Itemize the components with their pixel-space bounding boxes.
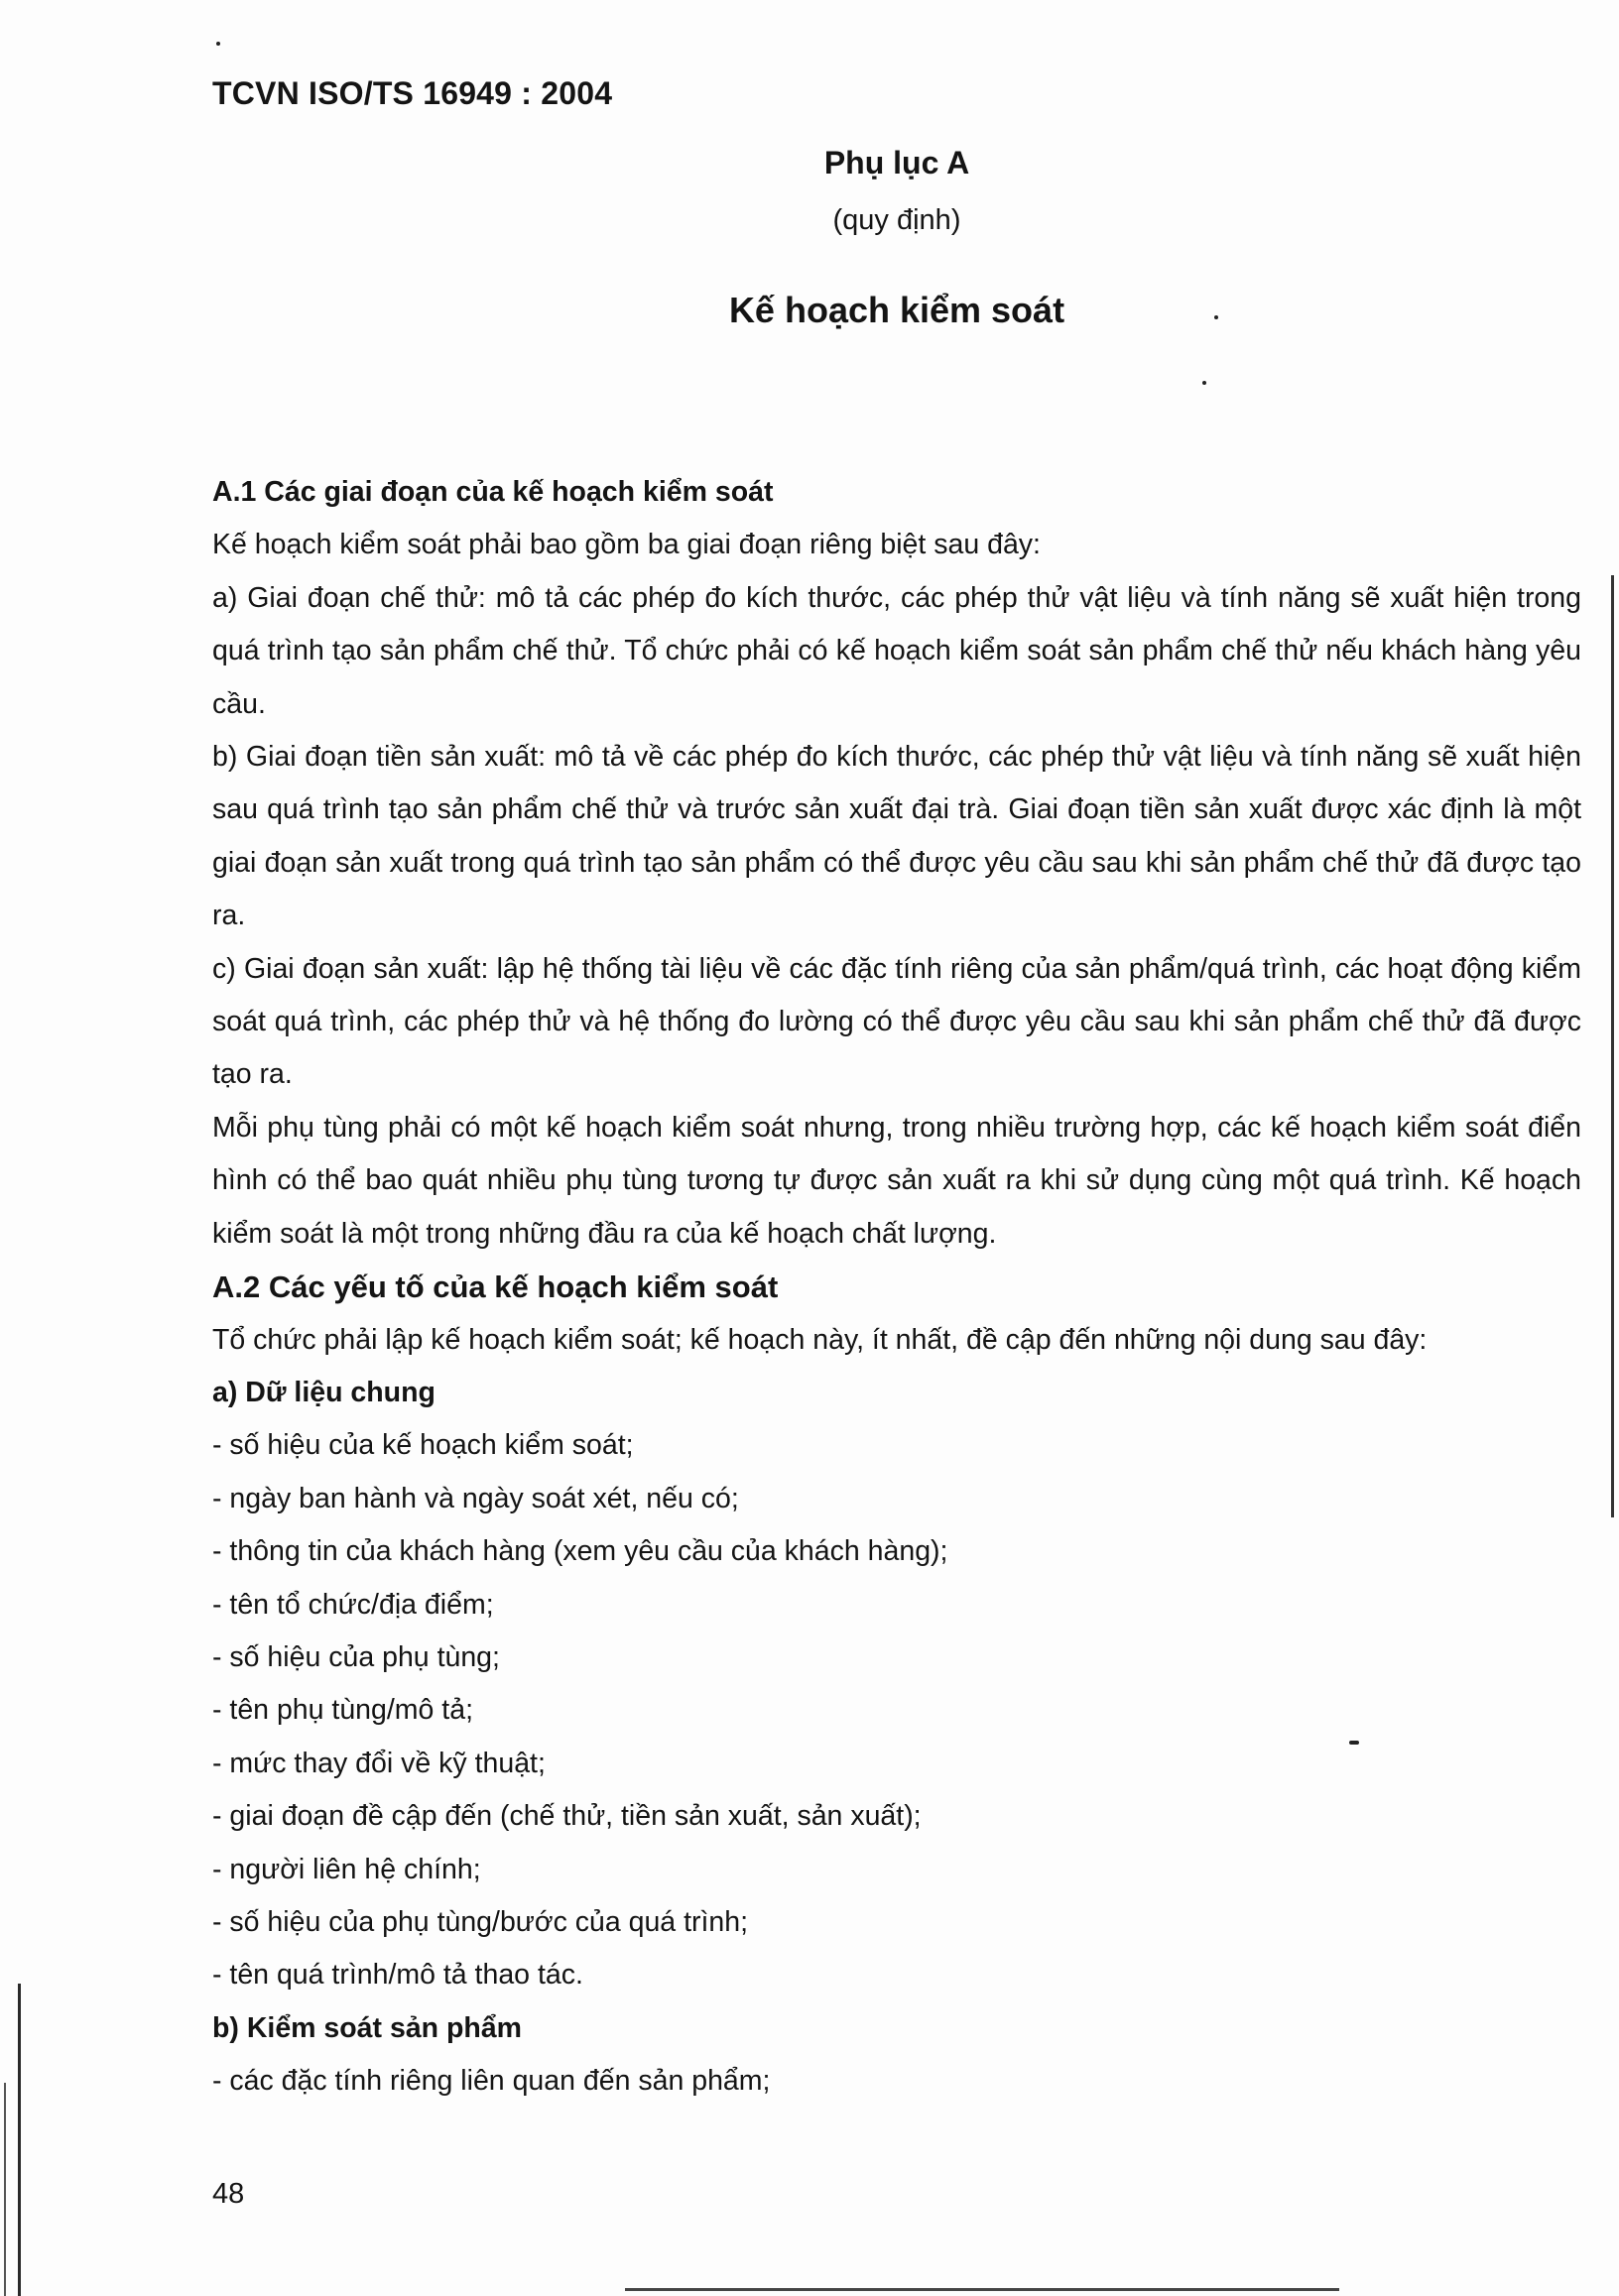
list-item: - tên quá trình/mô tả thao tác.	[212, 1959, 583, 1992]
list-item: - mức thay đổi về kỹ thuật;	[212, 1747, 546, 1779]
section-a1-paragraph-b: b) Giai đoạn tiền sản xuất: mô tả về các phép đo kích thước, các phép thử vật liệu và tính năng sẽ xuất hiện sau quá trình tạo sản phẩm chế thử và trước sản xuất đại trà. Giai đoạn tiền sản xuất được xác định là một giai đoạn sản xuất trong quá trình tạo sản phẩm có thể được yêu cầu sau khi sản phẩm chế thử đã được tạo ra.	[212, 741, 1581, 932]
list-item: - tên phụ tùng/mô tả;	[212, 1694, 473, 1727]
section-a2-heading: A.2 Các yếu tố của kế hoạch kiểm soát	[212, 1269, 779, 1305]
list-item: - số hiệu của phụ tùng/bước của quá trình;	[212, 1905, 749, 1938]
scan-edge-right	[1611, 575, 1614, 1517]
document-body	[212, 466, 1581, 2109]
scan-edge-left-secondary	[4, 2083, 6, 2296]
scan-edge-left	[18, 1984, 21, 2296]
section-a2-intro: Tổ chức phải lập kế hoạch kiểm soát; kế hoạch này, ít nhất, đề cập đến những nội dung sau đây:	[212, 1323, 1428, 1356]
standard-code: TCVN ISO/TS 16949 : 2004	[212, 75, 613, 111]
section-a1-heading: A.1 Các giai đoạn của kế hoạch kiểm soát	[212, 476, 774, 508]
list-item: - tên tổ chức/địa điểm;	[212, 1588, 494, 1621]
scan-speck	[1202, 381, 1206, 385]
list-item: - các đặc tính riêng liên quan đến sản phẩm;	[212, 2065, 771, 2098]
document-heading: Kế hoạch kiểm soát	[728, 290, 1065, 330]
scan-speck	[216, 42, 220, 46]
list-item: - số hiệu của phụ tùng;	[212, 1640, 500, 1673]
general-data-heading: a) Dữ liệu chung	[212, 1376, 436, 1408]
section-a1-paragraph-c: c) Giai đoạn sản xuất: lập hệ thống tài liệu về các đặc tính riêng của sản phẩm/quá trình, các hoạt động kiểm soát quá trình, các phép thử và hệ thống đo lường có thể được yêu cầu sau khi sản phẩm chế thử đã được tạo ra.	[212, 952, 1581, 1091]
list-item: - người liên hệ chính;	[212, 1853, 481, 1885]
section-a1-paragraph-d: Mỗi phụ tùng phải có một kế hoạch kiểm soát nhưng, trong nhiều trường hợp, các kế hoạch kiểm soát điển hình có thể bao quát nhiều phụ tùng tương tự được sản xuất ra khi sử dụng cùng một quá trình. Kế hoạch kiểm soát là một trong những đầu ra của kế hoạch chất lượng.	[212, 1111, 1581, 1250]
scan-edge-bottom	[625, 2288, 1339, 2291]
page-number: 48	[212, 2178, 245, 2210]
annex-title: Phụ lục A	[823, 145, 970, 181]
list-item: - thông tin của khách hàng (xem yêu cầu của khách hàng);	[212, 1535, 948, 1568]
section-a1-paragraph-a: a) Giai đoạn chế thử: mô tả các phép đo kích thước, các phép thử vật liệu và tính năng sẽ xuất hiện trong quá trình tạo sản phẩm chế thử. Tổ chức phải có kế hoạch kiểm soát sản phẩm chế thử nếu khách hàng yêu cầu.	[212, 581, 1581, 720]
list-item: - số hiệu của kế hoạch kiểm soát;	[212, 1429, 634, 1462]
product-control-heading: b) Kiểm soát sản phẩm	[212, 2011, 522, 2044]
section-a1-intro: Kế hoạch kiểm soát phải bao gồm ba giai đoạn riêng biệt sau đây:	[212, 529, 1041, 561]
list-item: - giai đoạn đề cập đến (chế thử, tiền sản xuất, sản xuất);	[212, 1800, 922, 1833]
annex-subtitle: (quy định)	[832, 204, 961, 236]
list-item: - ngày ban hành và ngày soát xét, nếu có;	[212, 1482, 739, 1514]
